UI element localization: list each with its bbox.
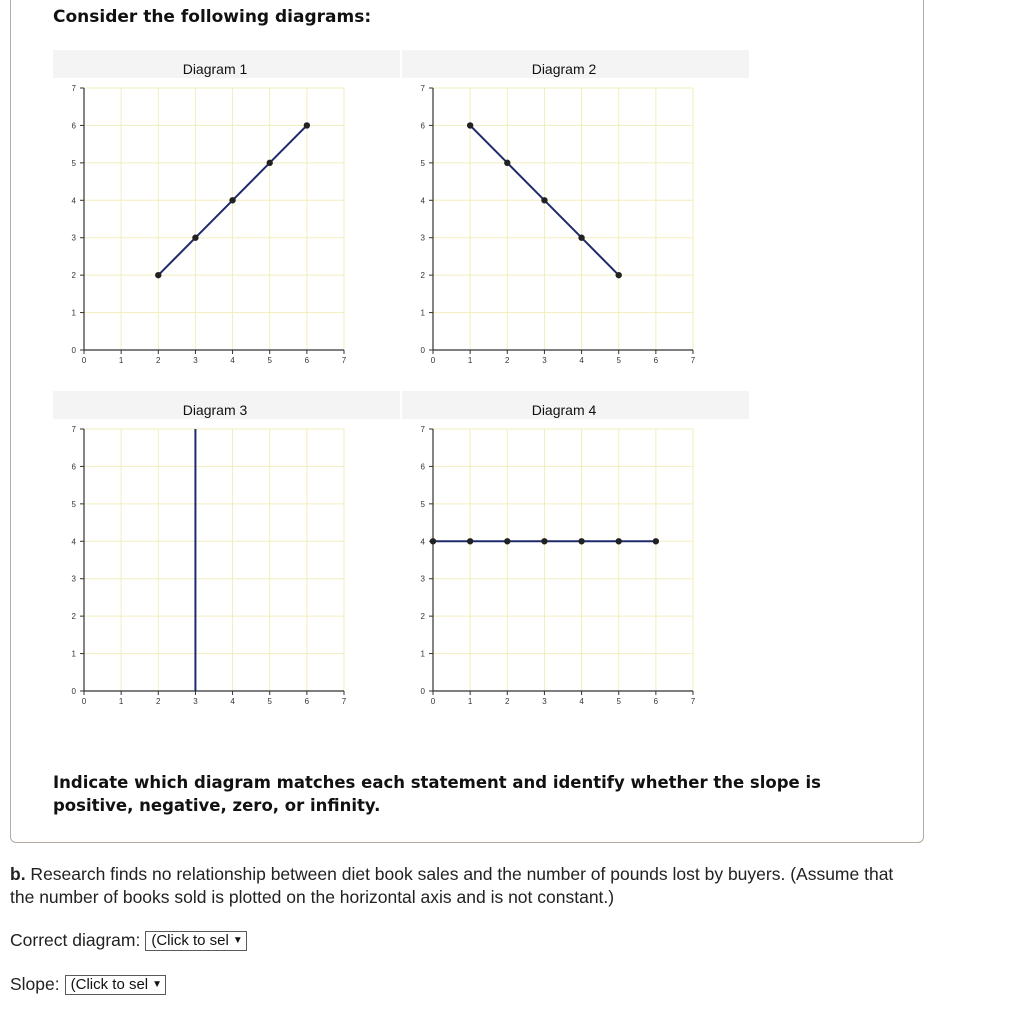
x-tick-label: 0 (430, 697, 436, 706)
x-tick-label: 0 (430, 356, 436, 365)
x-tick-label: 2 (505, 356, 510, 365)
heading: Consider the following diagrams: (53, 7, 372, 27)
instruction-text: Indicate which diagram matches each statement and identify whether the slope is positive, negative, zero, or infinity. (53, 773, 821, 815)
x-tick-label: 4 (230, 356, 235, 365)
chart-title: Diagram 4 (531, 402, 597, 418)
data-point (653, 538, 659, 544)
x-tick-label: 2 (505, 697, 510, 706)
x-tick-label: 5 (616, 356, 621, 365)
y-tick-label: 4 (420, 196, 425, 206)
data-point (578, 235, 584, 241)
y-tick-label: 1 (420, 308, 425, 318)
x-tick-label: 3 (542, 697, 547, 706)
y-tick-label: 2 (71, 271, 76, 281)
diagram-1 (53, 50, 403, 380)
chevron-down-icon: ▼ (232, 935, 243, 946)
y-tick-label: 4 (71, 537, 76, 547)
diagram-4 (402, 391, 752, 721)
x-tick-label: 3 (193, 697, 198, 706)
slope-select-value: (Click to sel (70, 976, 149, 993)
y-tick-label: 7 (420, 425, 425, 434)
y-tick-label: 1 (420, 649, 425, 659)
correct-diagram-select-value: (Click to sel (151, 932, 229, 949)
y-tick-label: 6 (71, 462, 76, 472)
chart-svg (402, 50, 752, 380)
chart-title: Diagram 3 (182, 402, 248, 418)
y-tick-label: 0 (420, 346, 425, 355)
x-tick-label: 4 (579, 697, 584, 706)
data-point (155, 272, 161, 278)
question-label: b. (10, 864, 26, 884)
chart-svg (53, 391, 403, 721)
y-tick-label: 7 (71, 425, 76, 434)
chart-svg (53, 50, 403, 380)
y-tick-label: 0 (71, 687, 76, 696)
y-tick-label: 6 (420, 462, 425, 472)
chevron-down-icon: ▼ (152, 979, 163, 990)
x-tick-label: 1 (118, 356, 124, 365)
x-tick-label: 2 (156, 697, 161, 706)
chart-title: Diagram 1 (182, 61, 248, 77)
data-point (229, 197, 235, 203)
y-tick-label: 5 (71, 158, 76, 168)
x-tick-label: 4 (230, 697, 235, 706)
diagram-2 (402, 50, 752, 380)
x-tick-label: 6 (653, 697, 659, 706)
x-tick-label: 7 (690, 697, 696, 706)
x-tick-label: 6 (304, 356, 310, 365)
data-point (192, 235, 198, 241)
y-tick-label: 1 (71, 308, 76, 318)
y-tick-label: 3 (420, 233, 425, 243)
slope-field (10, 974, 166, 995)
correct-diagram-field (10, 930, 247, 951)
data-point (267, 160, 273, 166)
y-tick-label: 3 (420, 574, 425, 584)
question-text: Research finds no relationship between diet book sales and the number of pounds lost by buyers. (Assume that the number of books sold is plotted on the horizontal axis and is not constant.) (10, 864, 894, 907)
y-tick-label: 2 (420, 612, 425, 622)
y-tick-label: 5 (420, 158, 425, 168)
data-point (616, 538, 622, 544)
x-tick-label: 3 (542, 356, 547, 365)
y-tick-label: 7 (71, 84, 76, 93)
data-point (541, 538, 547, 544)
y-tick-label: 0 (420, 687, 425, 696)
y-tick-label: 0 (71, 346, 76, 355)
y-tick-label: 6 (420, 121, 425, 131)
data-point (430, 538, 436, 544)
x-tick-label: 3 (193, 356, 198, 365)
data-point (504, 160, 510, 166)
data-point (467, 122, 473, 128)
y-tick-label: 6 (71, 121, 76, 131)
correct-diagram-label: Correct diagram: (10, 930, 141, 950)
data-point (467, 538, 473, 544)
y-tick-label: 4 (71, 196, 76, 206)
x-tick-label: 6 (304, 697, 310, 706)
data-point (304, 122, 310, 128)
x-tick-label: 5 (616, 697, 621, 706)
y-tick-label: 7 (420, 84, 425, 93)
diagram-3 (53, 391, 403, 721)
x-tick-label: 0 (81, 356, 87, 365)
x-tick-label: 2 (156, 356, 161, 365)
y-tick-label: 2 (71, 612, 76, 622)
x-tick-label: 1 (467, 697, 473, 706)
y-tick-label: 5 (71, 499, 76, 509)
chart-svg (402, 391, 752, 721)
data-point (504, 538, 510, 544)
correct-diagram-select[interactable] (145, 931, 246, 951)
x-tick-label: 6 (653, 356, 659, 365)
x-tick-label: 5 (267, 697, 272, 706)
x-tick-label: 4 (579, 356, 584, 365)
x-tick-label: 1 (467, 356, 473, 365)
x-tick-label: 0 (81, 697, 87, 706)
y-tick-label: 2 (420, 271, 425, 281)
y-tick-label: 5 (420, 499, 425, 509)
y-tick-label: 1 (71, 649, 76, 659)
y-tick-label: 3 (71, 574, 76, 584)
x-tick-label: 1 (118, 697, 124, 706)
x-tick-label: 7 (341, 356, 347, 365)
x-tick-label: 7 (690, 356, 696, 365)
x-tick-label: 5 (267, 356, 272, 365)
slope-label: Slope: (10, 974, 60, 994)
chart-title: Diagram 2 (531, 61, 597, 77)
y-tick-label: 4 (420, 537, 425, 547)
data-point (541, 197, 547, 203)
question-b (10, 863, 910, 909)
y-tick-label: 3 (71, 233, 76, 243)
slope-select[interactable] (65, 975, 166, 995)
x-tick-label: 7 (341, 697, 347, 706)
data-point (616, 272, 622, 278)
data-point (578, 538, 584, 544)
